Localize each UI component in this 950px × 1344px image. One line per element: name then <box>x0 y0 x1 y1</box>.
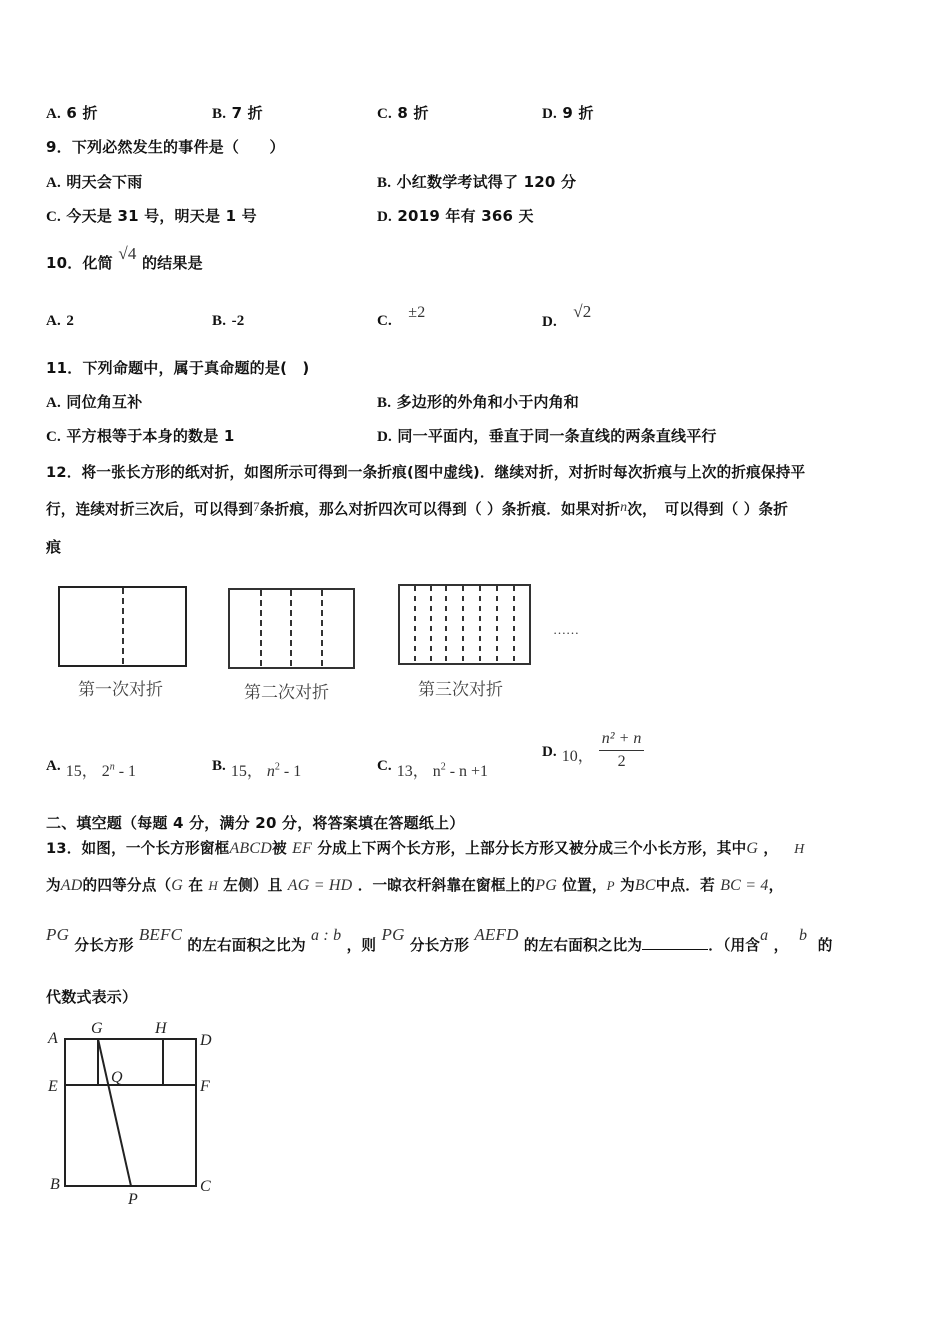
stem-text: 的左右面积之比为 <box>187 937 306 954</box>
option-label: D. <box>542 106 557 122</box>
label-c: C <box>200 1178 211 1195</box>
stem-text: 左侧）且 <box>223 877 283 894</box>
math-term: G <box>171 877 184 894</box>
q11-stem: 11．下列命题中，属于真命题的是( ) <box>46 359 310 377</box>
option-label: C. <box>377 313 392 329</box>
label-q: Q <box>111 1069 123 1086</box>
stem-text: 为 <box>620 877 635 894</box>
label-a: A <box>48 1030 58 1047</box>
stem-text: ， <box>768 877 784 894</box>
option-text: 同位角互补 <box>66 393 143 411</box>
math-term: BC <box>634 877 656 894</box>
option-text: 多边形的外角和小于内角和 <box>396 393 579 411</box>
math-term: PG <box>535 877 557 894</box>
stem-text: ， <box>773 937 789 954</box>
section-heading: 二、填空题（每题 4 分，满分 20 分，将答案填在答题纸上） <box>46 814 465 832</box>
q8-option-a <box>46 102 98 123</box>
option-text: 7 折 <box>231 104 263 122</box>
option-label: D. <box>377 209 392 225</box>
option-label: C. <box>46 209 61 225</box>
expr-exponent: n <box>109 761 115 773</box>
math-term: a <box>760 927 769 944</box>
option-label: B. <box>377 395 392 411</box>
q12-option-c <box>377 752 489 780</box>
q10-option-d <box>542 302 592 331</box>
stem-text: ．一晾衣杆斜靠在窗框上的 <box>357 877 536 894</box>
stem-text: 为 <box>46 877 61 894</box>
window-frame-figure <box>44 1014 224 1210</box>
math-term: AG = HD <box>287 877 353 894</box>
fold-figure-2 <box>228 588 356 670</box>
sqrt-expression: √4 <box>118 244 137 263</box>
stem-text: 13．如图，一个长方形窗框 <box>46 840 230 857</box>
stem-text: 次， 可以得到（ ）条折 <box>627 501 789 518</box>
q10-stem <box>46 244 203 273</box>
option-text: 明天会下雨 <box>66 173 143 191</box>
option-expression <box>231 763 301 780</box>
stem-text: 被 <box>272 840 287 857</box>
option-text: 6 折 <box>66 104 98 122</box>
option-expression <box>66 763 136 780</box>
q12-line-1: 12．将一张长方形的纸对折，如图所示可得到一条折痕(图中虚线)．继续对折，对折时每次折痕与上次的折痕保持平 <box>46 464 806 481</box>
q11-option-d <box>377 425 717 446</box>
math-term: b <box>798 927 808 944</box>
option-number: 13， <box>396 763 429 780</box>
option-text: -2 <box>231 313 245 329</box>
option-text: 2019 年有 366 天 <box>397 207 534 225</box>
option-number: 15， <box>230 763 263 780</box>
expr-base: n <box>266 763 275 780</box>
fold-figure-3 <box>398 584 532 666</box>
ellipsis: …… <box>553 622 579 637</box>
fraction-numerator: n² + n <box>599 730 645 751</box>
q12-option-b <box>212 752 302 780</box>
math-variable: n <box>620 500 628 515</box>
option-label: B. <box>212 758 226 774</box>
q8-option-d <box>542 102 594 123</box>
q11-option-c <box>46 425 234 446</box>
fraction-denominator: 2 <box>617 753 626 770</box>
math-term: a : b <box>311 927 342 944</box>
math-term: PG <box>381 925 405 944</box>
math-term: P <box>606 878 615 893</box>
stem-text: 行，连续对折三次后，可以得到 <box>46 501 254 518</box>
answer-blank[interactable] <box>642 935 708 950</box>
math-term: ABCD <box>229 840 273 857</box>
stem-text: 位置， <box>562 877 607 894</box>
math-term: H <box>794 842 805 857</box>
q9-option-d <box>377 205 534 226</box>
math-term: EF <box>292 840 313 857</box>
option-label: A. <box>46 758 61 774</box>
label-e: E <box>48 1078 58 1095</box>
q11-option-b <box>377 391 579 412</box>
stem-text: 中点．若 <box>655 877 715 894</box>
q12-line-3: 痕 <box>46 538 62 556</box>
q10-option-a <box>46 311 74 330</box>
expr-tail: - n +1 <box>445 763 489 780</box>
expr-tail: - 1 <box>114 763 137 780</box>
label-b: B <box>50 1176 60 1193</box>
q10-option-b <box>212 311 245 330</box>
math-number: 7 <box>253 499 260 514</box>
label-p: P <box>128 1191 138 1208</box>
q13-line-1 <box>46 837 804 858</box>
option-text: 今天是 31 号，明天是 1 号 <box>66 207 257 225</box>
fold-caption-3: 第三次对折 <box>418 680 503 700</box>
option-label: A. <box>46 313 61 329</box>
q9-option-c <box>46 205 257 226</box>
fold-caption-1: 第一次对折 <box>78 680 163 700</box>
q9-stem: 9．下列必然发生的事件是（ ） <box>46 138 285 156</box>
q8-option-c <box>377 102 429 123</box>
label-h: H <box>155 1020 167 1037</box>
stem-text: 分长方形 <box>74 937 134 954</box>
q10-option-c <box>377 304 426 330</box>
math-term: BEFC <box>138 925 183 944</box>
math-term: AEFD <box>474 925 519 944</box>
option-number: 15， <box>65 763 98 780</box>
option-label: A. <box>46 106 61 122</box>
expr-tail: - 1 <box>279 763 302 780</box>
stem-text: 在 <box>188 877 204 894</box>
stem-text: 分成上下两个长方形，上部分长方形又被分成三个小长方形，其中 <box>317 840 747 857</box>
q13-line-3 <box>46 925 833 955</box>
option-text: 9 折 <box>562 104 594 122</box>
q13-line-4: 代数式表示） <box>46 988 138 1006</box>
stem-text: 的四等分点（ <box>82 877 172 894</box>
option-label: A. <box>46 395 61 411</box>
stem-text: 10．化简 <box>46 254 113 272</box>
q12-option-d <box>542 730 644 771</box>
stem-text: ，则 <box>346 937 377 954</box>
expr-base: 2 <box>101 763 110 780</box>
option-text: 小红数学考试得了 120 分 <box>396 173 577 191</box>
expr-exponent: 2 <box>274 761 280 773</box>
option-label: C. <box>377 106 392 122</box>
option-text: 8 折 <box>397 104 429 122</box>
fold-figure-1 <box>58 586 188 668</box>
option-label: C. <box>377 758 392 774</box>
fold-caption-2: 第二次对折 <box>244 683 329 703</box>
q12-line-2 <box>46 498 788 519</box>
fraction <box>599 730 645 771</box>
option-label: D. <box>542 744 557 760</box>
math-term: H <box>208 878 219 893</box>
stem-text: 的左右面积之比为 <box>523 937 643 954</box>
stem-text: ， <box>763 840 779 857</box>
option-label: B. <box>212 313 227 329</box>
q12-option-a <box>46 752 137 780</box>
option-label: A. <box>46 175 61 191</box>
math-term: BC = 4 <box>720 877 769 894</box>
q8-option-b <box>212 102 263 123</box>
option-label: B. <box>377 175 392 191</box>
q9-option-a <box>46 171 142 192</box>
expr-exponent: 2 <box>440 761 446 773</box>
q11-option-a <box>46 391 142 412</box>
math-term: PG <box>46 925 70 944</box>
option-label: D. <box>377 429 392 445</box>
option-text: ±2 <box>408 304 426 321</box>
option-text: 平方根等于本身的数是 1 <box>66 427 235 445</box>
stem-text: 的结果是 <box>141 254 203 272</box>
label-g: G <box>91 1020 103 1037</box>
option-text: √2 <box>573 302 592 321</box>
option-expression <box>397 763 488 780</box>
stem-text: 条折痕，那么对折四次可以得到（ ）条折痕．如果对折 <box>259 501 621 518</box>
option-text: 2 <box>66 313 75 329</box>
option-text: 同一平面内，垂直于同一条直线的两条直线平行 <box>397 427 717 445</box>
q9-option-b <box>377 171 576 192</box>
expr-base: n <box>432 763 441 780</box>
option-label: B. <box>212 106 227 122</box>
option-number: 10， <box>561 748 594 765</box>
option-label: C. <box>46 429 61 445</box>
stem-text: 分长方形 <box>409 937 470 954</box>
q13-line-2 <box>46 874 783 895</box>
stem-text: ．（用含 <box>708 937 761 954</box>
math-term: G <box>746 840 759 857</box>
label-d: D <box>200 1032 212 1049</box>
math-term: AD <box>60 877 83 894</box>
label-f: F <box>200 1078 210 1095</box>
option-label: D. <box>542 314 557 330</box>
stem-text: 的 <box>817 937 833 954</box>
